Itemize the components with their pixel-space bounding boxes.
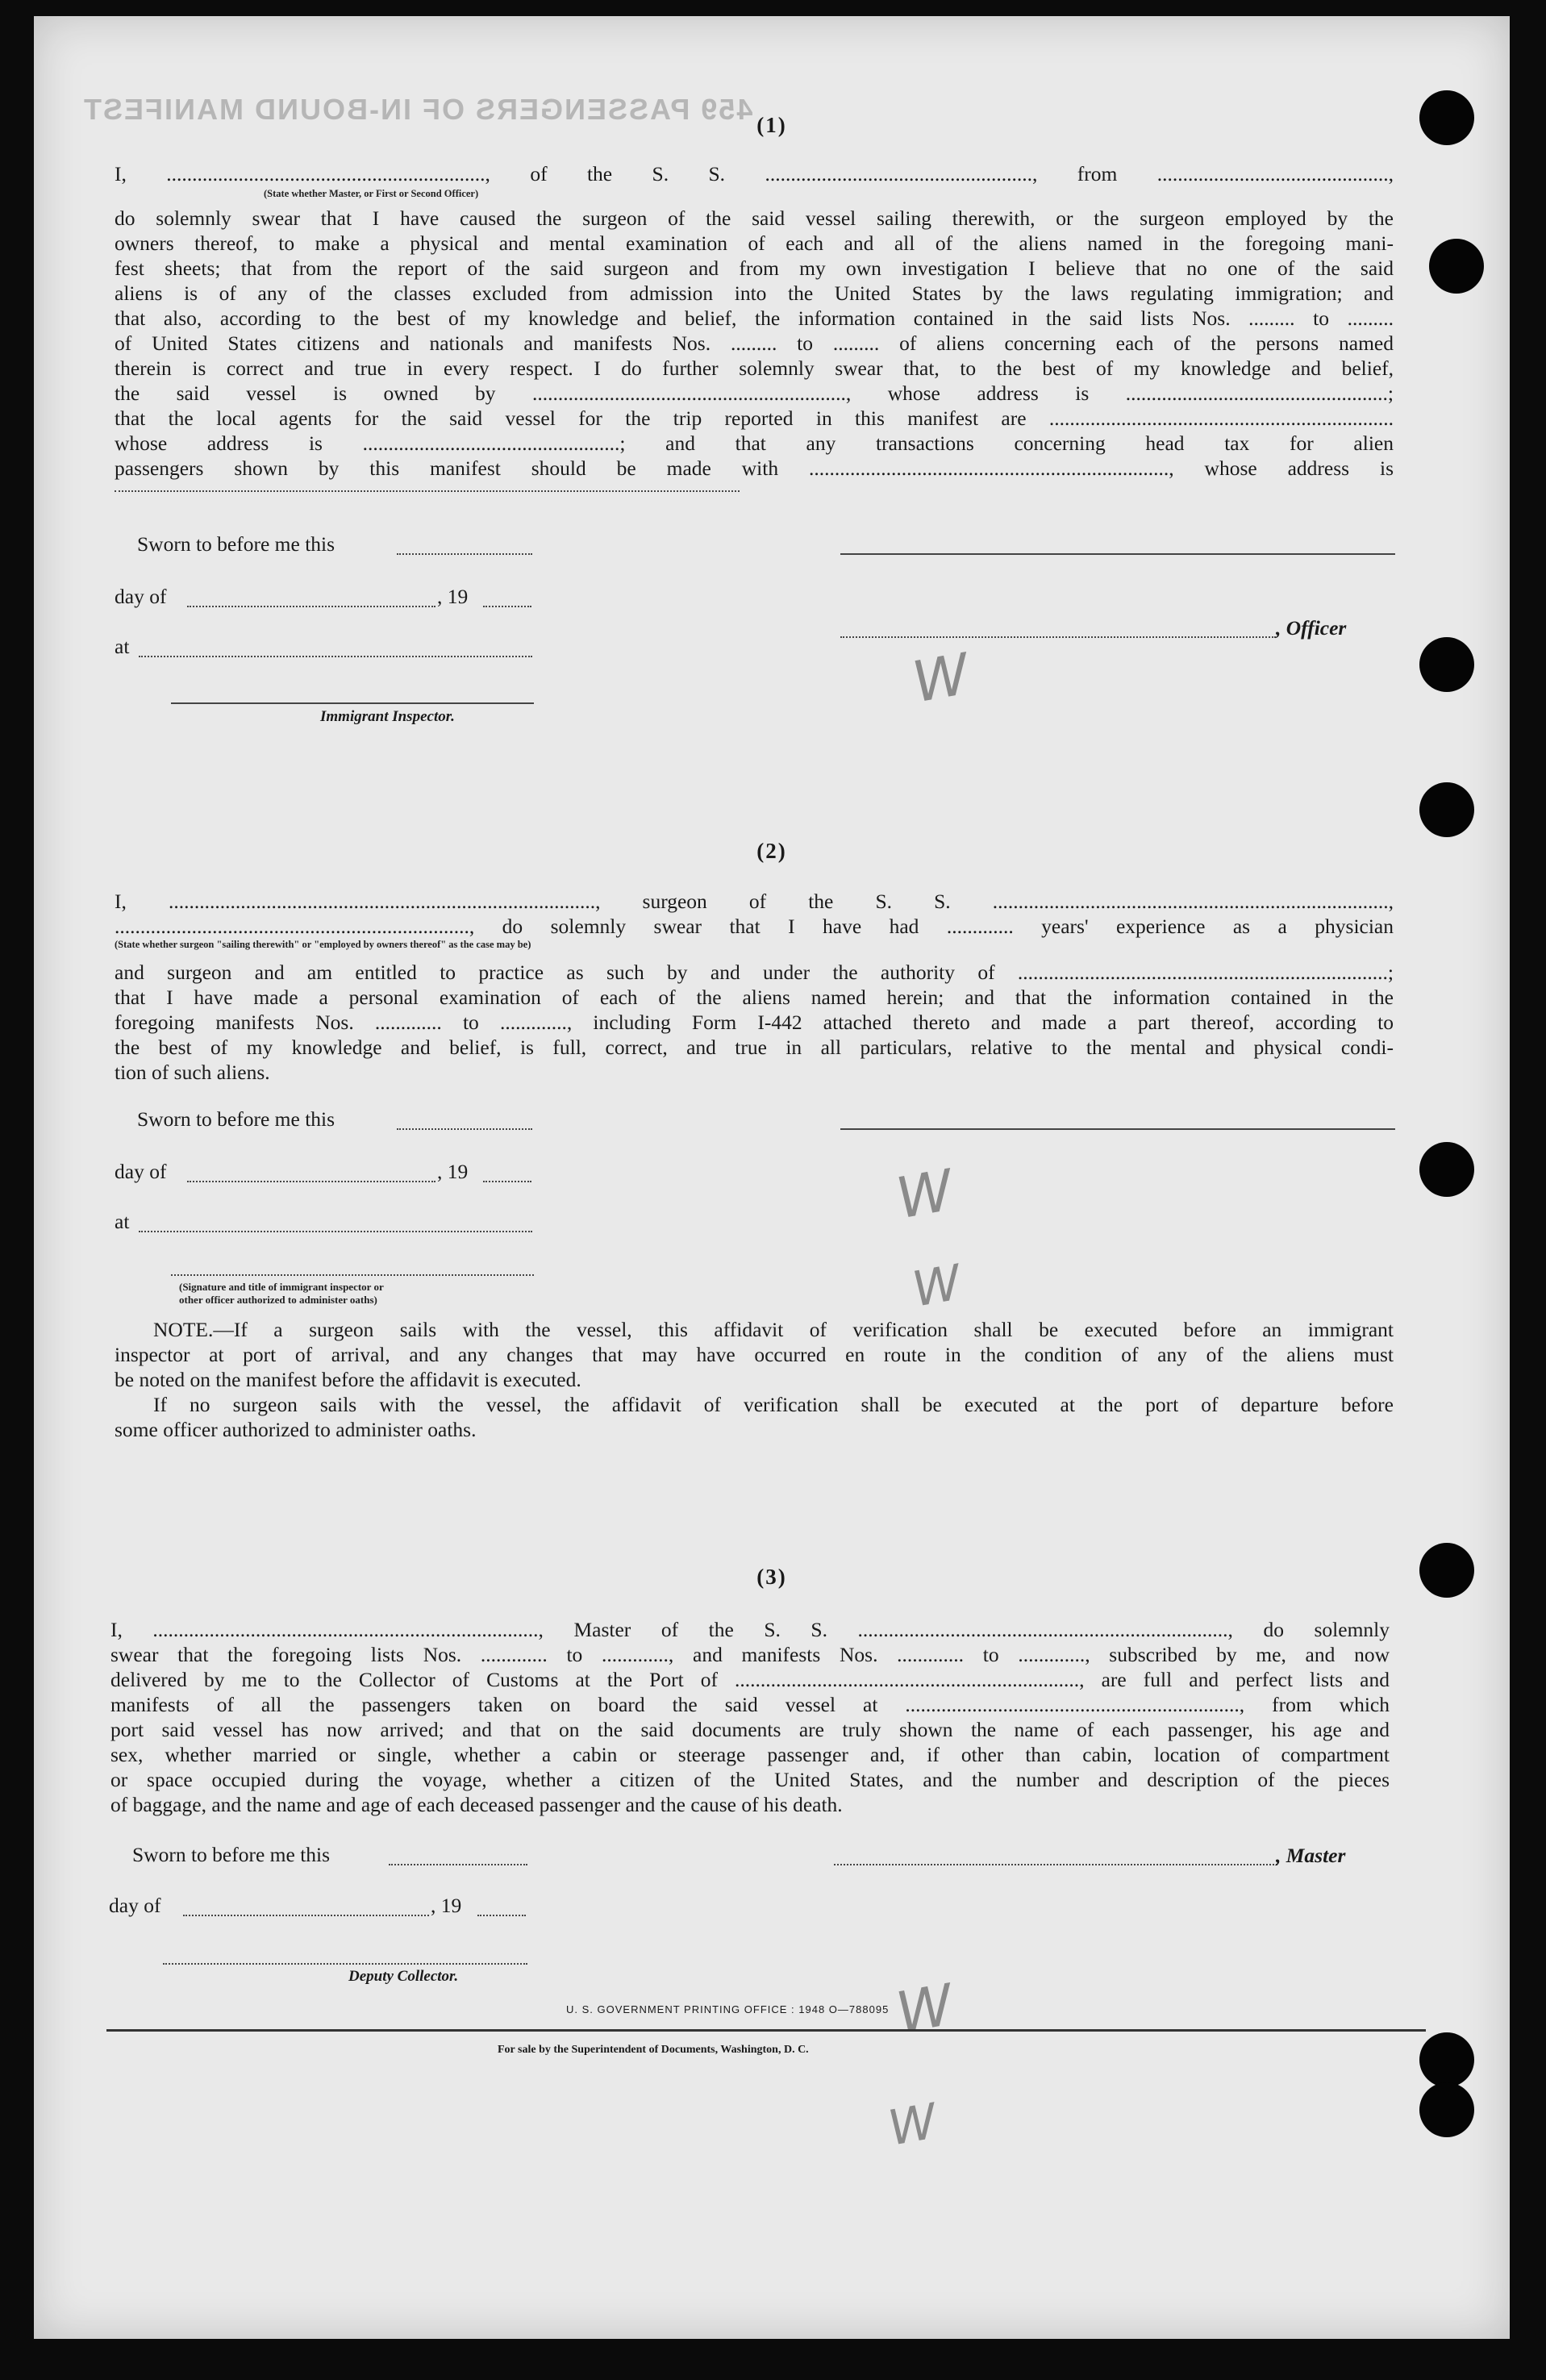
pencil-mark: W	[907, 640, 974, 716]
day-of-label: day of	[115, 585, 167, 608]
pencil-mark: W	[908, 1254, 965, 1319]
note-line: inspector at port of arrival, and any changes that may have occurred en route in the condition of any of the aliens must	[115, 1343, 1394, 1366]
officer-signature-line	[840, 553, 1395, 555]
year-prefix: , 19	[437, 585, 469, 608]
section-1-number: (1)	[756, 113, 787, 137]
year-line	[483, 606, 531, 607]
sworn-date-line	[389, 1864, 527, 1865]
oath-line: that also, according to the best of my knowledge and belief, the information contained in the said lists Nos. ......... to .........	[115, 306, 1394, 330]
day-of-label: day of	[115, 1160, 167, 1183]
oath-line: of United States citizens and nationals and manifests Nos. ......... to ......... of aliens concerning each of the persons named	[115, 331, 1394, 355]
day-line	[187, 606, 435, 607]
surgeon-line: ....................................................................., do solemnly swear that I have had ............. years' experience as a physician	[115, 915, 1394, 938]
oath-line: whose address is ..................................................; and that any transactions concerning head tax for alien	[115, 431, 1394, 455]
at-label: at	[115, 1210, 130, 1233]
oath-line: owners thereof, to make a physical and mental examination of each and all of the aliens named in the foregoing mani-	[115, 231, 1394, 255]
role-note: (State whether Master, or First or Second Officer)	[264, 188, 479, 199]
collector-caption: Deputy Collector.	[348, 1968, 459, 1985]
document-page	[34, 16, 1510, 2339]
surgeon-signature-line	[840, 1128, 1395, 1130]
section-3-number: (3)	[756, 1565, 787, 1589]
surgeon-body-line: foregoing manifests Nos. ............. to ............., including Form I-442 attached thereto and made a part thereof, according to	[115, 1011, 1394, 1034]
master-signature-line	[834, 1864, 1277, 1865]
binder-hole	[1419, 2082, 1474, 2137]
address-line	[115, 490, 740, 492]
surgeon-line: I, ..................................................................................., surgeon of the S. S. .............................................................................,	[115, 890, 1394, 913]
inspector-signature-line	[171, 1274, 534, 1276]
section-2-number: (2)	[756, 839, 787, 863]
signature-note: (Signature and title of immigrant inspector or	[179, 1281, 384, 1293]
master-body-line: manifests of all the passengers taken on board the said vessel at ................................................................., from which	[110, 1693, 1390, 1716]
surgeon-note: (State whether surgeon "sailing therewith" or "employed by owners thereof" as the case may be)	[115, 939, 531, 950]
binder-hole	[1419, 782, 1474, 837]
collector-signature-line	[163, 1963, 527, 1965]
inspector-signature-line	[171, 702, 534, 704]
at-line	[139, 656, 532, 657]
oath-line: the said vessel is owned by ............................................................., whose address is ...................................................;	[115, 381, 1394, 405]
surgeon-body-line: the best of my knowledge and belief, is full, correct, and true in all particulars, relative to the mental and physical condi-	[115, 1036, 1394, 1059]
master-label: , Master	[1276, 1844, 1346, 1867]
oath-line: I, .............................................................., of the S. S. ...................................................., from .............................................,	[115, 162, 1394, 185]
year-line	[477, 1915, 526, 1916]
at-label: at	[115, 635, 130, 658]
sworn-label: Sworn to before me this	[132, 1843, 331, 1866]
oath-line: that the local agents for the said vessel for the trip reported in this manifest are ...................................................................	[115, 406, 1394, 430]
oath-line: do solemnly swear that I have caused the surgeon of the said vessel sailing therewith, or the surgeon employed by the	[115, 206, 1394, 230]
binder-hole	[1419, 90, 1474, 145]
day-line	[187, 1181, 435, 1182]
master-body-line: delivered by me to the Collector of Customs at the Port of ..................................................................., are full and perfect lists and	[110, 1668, 1390, 1691]
bleed-through-text: 459 PASSENGERS OF IN-BOUND MANIFEST	[82, 93, 753, 126]
pencil-mark: W	[891, 1157, 958, 1232]
binder-hole	[1419, 2032, 1474, 2087]
surgeon-body-line: tion of such aliens.	[115, 1061, 270, 1084]
note-line: If no surgeon sails with the vessel, the affidavit of verification shall be executed at the port of departure before	[153, 1393, 1394, 1416]
day-of-label: day of	[109, 1894, 161, 1917]
oath-line: fest sheets; that from the report of the said surgeon and from my own investigation I believe that no one of the said	[115, 256, 1394, 280]
master-body-line: port said vessel has now arrived; and that on the said documents are truly shown the name of each passenger, his age and	[110, 1718, 1390, 1741]
binder-hole	[1419, 1543, 1474, 1598]
footer-rule	[106, 2029, 1426, 2032]
note-line: be noted on the manifest before the affidavit is executed.	[115, 1368, 581, 1391]
sworn-label: Sworn to before me this	[137, 532, 335, 556]
year-line	[483, 1181, 531, 1182]
officer-label: , Officer	[1276, 616, 1347, 640]
master-body-line: of baggage, and the name and age of each deceased passenger and the cause of his death.	[110, 1793, 843, 1816]
oath-line: therein is correct and true in every respect. I do further solemnly swear that, to the best of my knowledge and belief,	[115, 356, 1394, 380]
at-line	[139, 1231, 532, 1232]
pencil-mark: W	[891, 1971, 958, 2047]
master-body-line: swear that the foregoing lists Nos. ............. to ............., and manifests Nos. ............. to ............., subscribed by me, and now	[110, 1643, 1390, 1666]
footer-text: For sale by the Superintendent of Documents, Washington, D. C.	[498, 2044, 809, 2056]
signature-note: other officer authorized to administer oaths)	[179, 1294, 377, 1306]
inspector-caption: Immigrant Inspector.	[320, 708, 455, 725]
surgeon-body-line: that I have made a personal examination of each of the aliens named herein; and that the information contained in the	[115, 986, 1394, 1009]
oath-line: passengers shown by this manifest should be made with ......................................................................, whose address is	[115, 456, 1394, 480]
master-body-line: I, ..........................................................................., Master of the S. S. ........................................................................, do solemnly	[110, 1618, 1390, 1641]
year-prefix: , 19	[437, 1160, 469, 1183]
note-line: NOTE.—If a surgeon sails with the vessel, this affidavit of verification shall be executed before an immigrant	[153, 1318, 1394, 1341]
day-line	[183, 1915, 429, 1916]
binder-hole	[1419, 637, 1474, 692]
pencil-mark: W	[884, 2093, 941, 2157]
oath-line: aliens is of any of the classes excluded from admission into the United States by the laws regulating immigration; and	[115, 281, 1394, 305]
sworn-label: Sworn to before me this	[137, 1107, 335, 1131]
sworn-date-line	[397, 553, 532, 555]
officer-line	[840, 636, 1276, 638]
binder-hole	[1419, 1142, 1474, 1197]
year-prefix: , 19	[431, 1894, 462, 1917]
note-line: some officer authorized to administer oaths.	[115, 1418, 477, 1441]
master-body-line: or space occupied during the voyage, whether a citizen of the United States, and the number and description of the pieces	[110, 1768, 1390, 1791]
binder-hole	[1429, 239, 1484, 294]
surgeon-body-line: and surgeon and am entitled to practice as such by and under the authority of ........................................................................;	[115, 961, 1394, 984]
sworn-date-line	[397, 1128, 532, 1130]
master-body-line: sex, whether married or single, whether a cabin or steerage passenger and, if other than cabin, location of compartment	[110, 1743, 1390, 1766]
printer-line: U. S. GOVERNMENT PRINTING OFFICE : 1948 O—788095	[566, 2003, 890, 2015]
